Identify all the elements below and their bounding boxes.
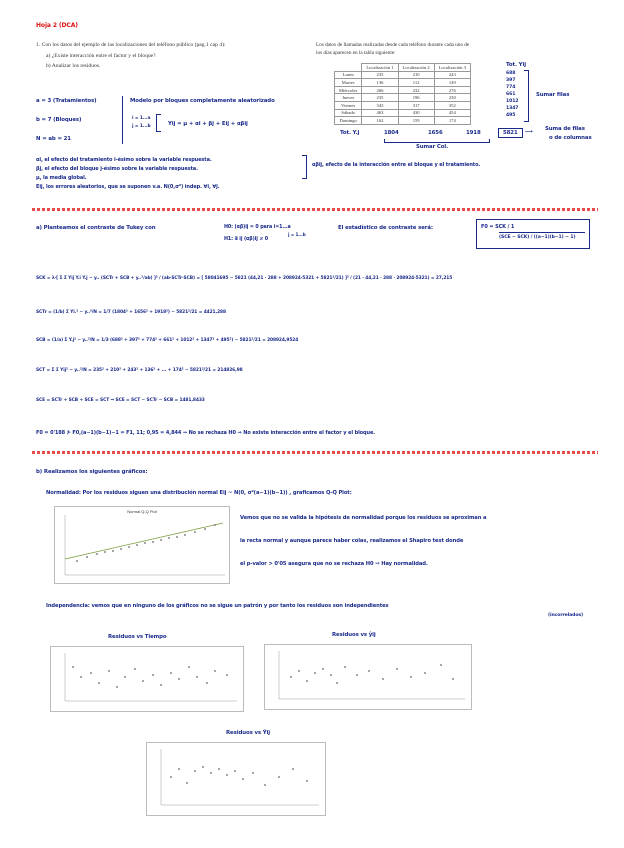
col-total: 1656 (428, 130, 443, 136)
residual-point (206, 682, 208, 684)
legend-brace (302, 155, 307, 179)
residual-point (452, 678, 454, 680)
table-cell: 149 (434, 79, 470, 87)
table-header: Localización 3 (434, 64, 470, 72)
qq-point (96, 553, 98, 555)
independence-note: (incorrelados) (548, 613, 584, 618)
col-totals-note-1: Suma de filas (545, 126, 585, 132)
formula-sct: SCT = Σ Σ Yij² − y..²/N = 235² + 210² + 243² + 136² + ... + 174² − 5821²/21 = 214826,98 (36, 368, 243, 373)
row-total: 1012 (506, 99, 519, 104)
residual-point (322, 668, 324, 670)
legend-alpha: αi, el efecto del tratamiento i-ésimo sobre la variable respuesta. (36, 157, 212, 163)
residual-point (252, 772, 254, 774)
qq-point (160, 539, 162, 541)
residual-point (194, 770, 196, 772)
table-cell: 463 (362, 109, 398, 117)
qq-point (76, 560, 78, 562)
residual-point (170, 776, 172, 778)
table-cell: 317 (398, 101, 434, 109)
residual-point (242, 778, 244, 780)
qq-point (128, 546, 130, 548)
row-total: 397 (506, 78, 516, 83)
residual-point (424, 672, 426, 674)
residual-point (124, 676, 126, 678)
row-totals-note: Sumar filas (536, 92, 570, 98)
qq-point (112, 550, 114, 552)
model-range-i: i = 1...a (132, 116, 151, 121)
table-cell: 243 (434, 71, 470, 79)
residuals-vs-fitted-plot (264, 644, 472, 710)
table-row (335, 101, 471, 109)
plot-title-fitted: Residuos vs ŷij (332, 632, 376, 638)
table-cell: 230 (434, 94, 470, 102)
residual-point (90, 672, 92, 674)
residuals-vs-fitted2-svg (147, 743, 325, 815)
row-totals-brace (524, 70, 529, 122)
col-total: 1804 (384, 130, 399, 136)
legend-beta: βj, el efecto del bloque j-ésimo sobre la variable respuesta. (36, 166, 198, 172)
table-cell: Miércoles (335, 86, 362, 94)
table-caption-2: los días aparecen en la tabla siguiente: (316, 50, 396, 56)
residual-point (306, 780, 308, 782)
plot-title-time: Residuos vs Tiempo (108, 634, 167, 640)
legend-error: Eij, los errores aleatorios, que se suponen v.a. N(0,σ²) indep. ∀i, ∀j. (36, 184, 220, 190)
section-b-lead: b) Realizamos los siguientes gráficos: (36, 469, 148, 475)
residual-point (410, 676, 412, 678)
residual-point (226, 674, 228, 676)
residual-point (234, 770, 236, 772)
qq-reference-line (65, 523, 223, 559)
separator (32, 451, 598, 454)
residual-point (292, 768, 294, 770)
qq-point (184, 534, 186, 536)
residual-point (226, 774, 228, 776)
residual-point (368, 670, 370, 672)
model-title: Modelo por bloques completamente aleatorizado (130, 98, 275, 104)
table-cell: 232 (398, 86, 434, 94)
row-total: 774 (506, 85, 516, 90)
qq-point (120, 548, 122, 550)
residuals-vs-fitted-svg (265, 645, 471, 709)
qq-point (168, 537, 170, 539)
qq-point (136, 544, 138, 546)
residual-point (178, 768, 180, 770)
page-title: Hoja 2 (DCA) (36, 22, 78, 29)
residual-point (218, 768, 220, 770)
residual-point (186, 782, 188, 784)
residual-point (440, 664, 442, 666)
arrow-icon: ⟶ (525, 129, 533, 135)
conclusion: F0 = 0'188 ⊁ F0,(a−1)(b−1)−1 = F1, 11; 0,95 = 4,844 ⇒ No se rechaza H0 ⇒ No existe interacción entre el factor y el bloque. (36, 430, 376, 436)
table-cell: 136 (362, 79, 398, 87)
param-n: N = ab = 21 (36, 136, 71, 142)
table-cell: 235 (362, 94, 398, 102)
residual-point (356, 674, 358, 676)
normality-desc-3: el p-valor > 0'05 asegura que no se rechaza H0 ⇒ Hay normalidad. (240, 561, 428, 567)
residual-point (98, 682, 100, 684)
table-cell: 159 (398, 117, 434, 125)
formula-sce: SCE = SCTr + SCB + SCE = SCT ⇒ SCE = SCT − SCTr − SCB = 1481,8433 (36, 398, 205, 403)
residual-point (142, 680, 144, 682)
residual-point (160, 684, 162, 686)
residual-point (306, 680, 308, 682)
f-statistic-den: (SCE − SCK) / ((a−1)(b−1) − 1) (499, 235, 576, 240)
fraction-bar (499, 232, 585, 233)
residual-point (210, 772, 212, 774)
table-cell: Viernes (335, 101, 362, 109)
qq-point (194, 531, 196, 533)
row-total: 688 (506, 71, 516, 76)
residual-point (336, 682, 338, 684)
row-total: 661 (506, 92, 516, 97)
residual-point (196, 676, 198, 678)
table-cell: 454 (434, 109, 470, 117)
residual-point (298, 670, 300, 672)
table-row (335, 109, 471, 117)
qq-point (144, 542, 146, 544)
model-brace (156, 114, 161, 132)
residual-point (214, 670, 216, 672)
qq-point (152, 541, 154, 543)
residual-point (134, 668, 136, 670)
residuals-vs-fitted2-plot (146, 742, 326, 816)
residual-point (344, 666, 346, 668)
formula-sctr: SCTr = (1/b) Σ Yi.² − y..²/N = 1/7 (1804² + 1656² + 1918²) − 5821²/21 = 4421,288 (36, 310, 226, 315)
qq-plot-svg (55, 507, 229, 583)
qq-point (204, 528, 206, 530)
residual-point (264, 784, 266, 786)
table-cell: 343 (362, 101, 398, 109)
localizaciones-table (334, 63, 471, 125)
table-row (335, 79, 471, 87)
normality-desc-2: la recta normal y aunque parece haber colas, realizamos el Shapiro test donde (240, 538, 464, 544)
qq-point (86, 556, 88, 558)
table-cell: 112 (398, 79, 434, 87)
table-row (335, 86, 471, 94)
residual-point (72, 666, 74, 668)
independence-heading: Independencia: vemos que en ninguno de los gráficos no se sigue un patrón y por tanto los residuos son independientes (46, 603, 389, 609)
table-cell: 430 (398, 109, 434, 117)
table-row (335, 94, 471, 102)
normality-desc-1: Vemos que no se valida la hipótesis de normalidad porque los residuos se aproximan a (240, 515, 487, 521)
table-cell: 235 (362, 71, 398, 79)
table-cell: 210 (398, 71, 434, 79)
residual-point (170, 672, 172, 674)
plot-title-fitted-2: Residuos vs Ŷij (226, 730, 271, 736)
residual-point (80, 676, 82, 678)
legend-mu: μ, la media global. (36, 175, 87, 181)
table-cell: 276 (434, 86, 470, 94)
table-row (335, 71, 471, 79)
separator (32, 208, 598, 211)
problem-a: a) ¿Existe interacción entre el factor y el bloque? (46, 53, 156, 59)
problem-intro: 1. Con los datos del ejemplo de las localizaciones del teléfono público (pag.1 cap 4): (36, 42, 226, 48)
residual-point (314, 672, 316, 674)
residual-point (382, 678, 384, 680)
table-cell: Jueves (335, 94, 362, 102)
table-cell: Martes (335, 79, 362, 87)
table-cell: 196 (398, 94, 434, 102)
hypothesis-h0: H0: (αβ)ij = 0 para i=1...a (224, 225, 291, 230)
residual-point (396, 668, 398, 670)
hypothesis-h1: H1: ∃ ij (αβ)ij ≠ 0 (224, 237, 269, 242)
row-totals-label: Tot. Yij (506, 62, 526, 68)
col-totals-note-2: o de columnas (549, 135, 592, 141)
residual-point (330, 674, 332, 676)
col-totals-label: Tot. Y.j (340, 130, 360, 136)
residual-point (278, 776, 280, 778)
qq-point (214, 524, 216, 526)
table-header: Localización 2 (398, 64, 434, 72)
hypothesis-jrange: j = 1...b (288, 232, 306, 237)
grand-total: 5821 (498, 128, 523, 138)
model-range-j: j = 1...b (132, 124, 151, 129)
table-cell: Sábado (335, 109, 362, 117)
residual-point (116, 686, 118, 688)
qq-plot-title: Normal Q-Q Plot (127, 509, 157, 514)
param-b: b = 7 (Bloques) (36, 117, 82, 123)
normality-heading: Normalidad: Por los residuos siguen una distribución normal Eij ~ N(0, σ²(a−1)(b−1)) , graficamos Q-Q Plot: (46, 490, 352, 496)
col-totals-under: Sumar Col. (416, 144, 449, 150)
f-statistic-box (476, 219, 590, 249)
formula-sck: SCK = λ·[ Σ Σ Yij Y.i Y.j − y.. (SCTr + SCB + y..²/ab) ]² / (ab·SCTr·SCB) = [ 58041695 − 5821 (44,21 · 288 + 208924·5321 + 5821²/21) ]² / (21 · 44,21 · 288 · 208924·5321) = 27,215 (36, 276, 453, 281)
qq-point (176, 536, 178, 538)
table-row (335, 117, 471, 125)
table-cell: 174 (434, 117, 470, 125)
row-total: 495 (506, 113, 516, 118)
table-header: Localización 1 (362, 64, 398, 72)
qq-point (104, 551, 106, 553)
section-a-lead: a) Planteamos el contraste de Tukey con (36, 225, 156, 231)
qq-plot (54, 506, 230, 584)
stat-text: El estadístico de contraste será: (338, 225, 433, 231)
model-equation: Yij = μ + αi + βj + Eij + αβij (168, 121, 248, 127)
table-cell: 162 (362, 117, 398, 125)
residuals-vs-time-plot (50, 646, 244, 712)
table-header (335, 64, 362, 72)
residual-point (152, 674, 154, 676)
problem-b: b) Analizar los residuos. (46, 63, 101, 69)
table-caption-1: Los datos de llamadas realizadas desde cada teléfono durante cada uno de (316, 42, 470, 48)
residuals-vs-time-svg (51, 647, 243, 711)
table-cell: Domingo (335, 117, 362, 125)
row-total: 1347 (506, 106, 519, 111)
residual-point (188, 666, 190, 668)
model-divider (122, 96, 123, 144)
f-statistic-num: F0 = SCK / 1 (481, 224, 515, 230)
table-cell: 352 (434, 101, 470, 109)
residual-point (178, 678, 180, 680)
table-cell: Lunes (335, 71, 362, 79)
legend-interaction: αβij, efecto de la interacción entre el bloque y el tratamiento. (312, 162, 481, 168)
residual-point (290, 676, 292, 678)
table-cell: 266 (362, 86, 398, 94)
residual-point (108, 670, 110, 672)
col-totals-brace (384, 139, 490, 143)
col-total: 1918 (466, 130, 481, 136)
formula-scb: SCB = (1/a) Σ Y.j² − y..²/N = 1/3 (688² + 397² + 774² + 661² + 1012² + 1347² + 495²) − 5821²/21 = 208924,9524 (36, 338, 299, 343)
table-header-row (335, 64, 471, 72)
residual-point (202, 766, 204, 768)
param-a: a = 3 (Tratamientos) (36, 98, 97, 104)
